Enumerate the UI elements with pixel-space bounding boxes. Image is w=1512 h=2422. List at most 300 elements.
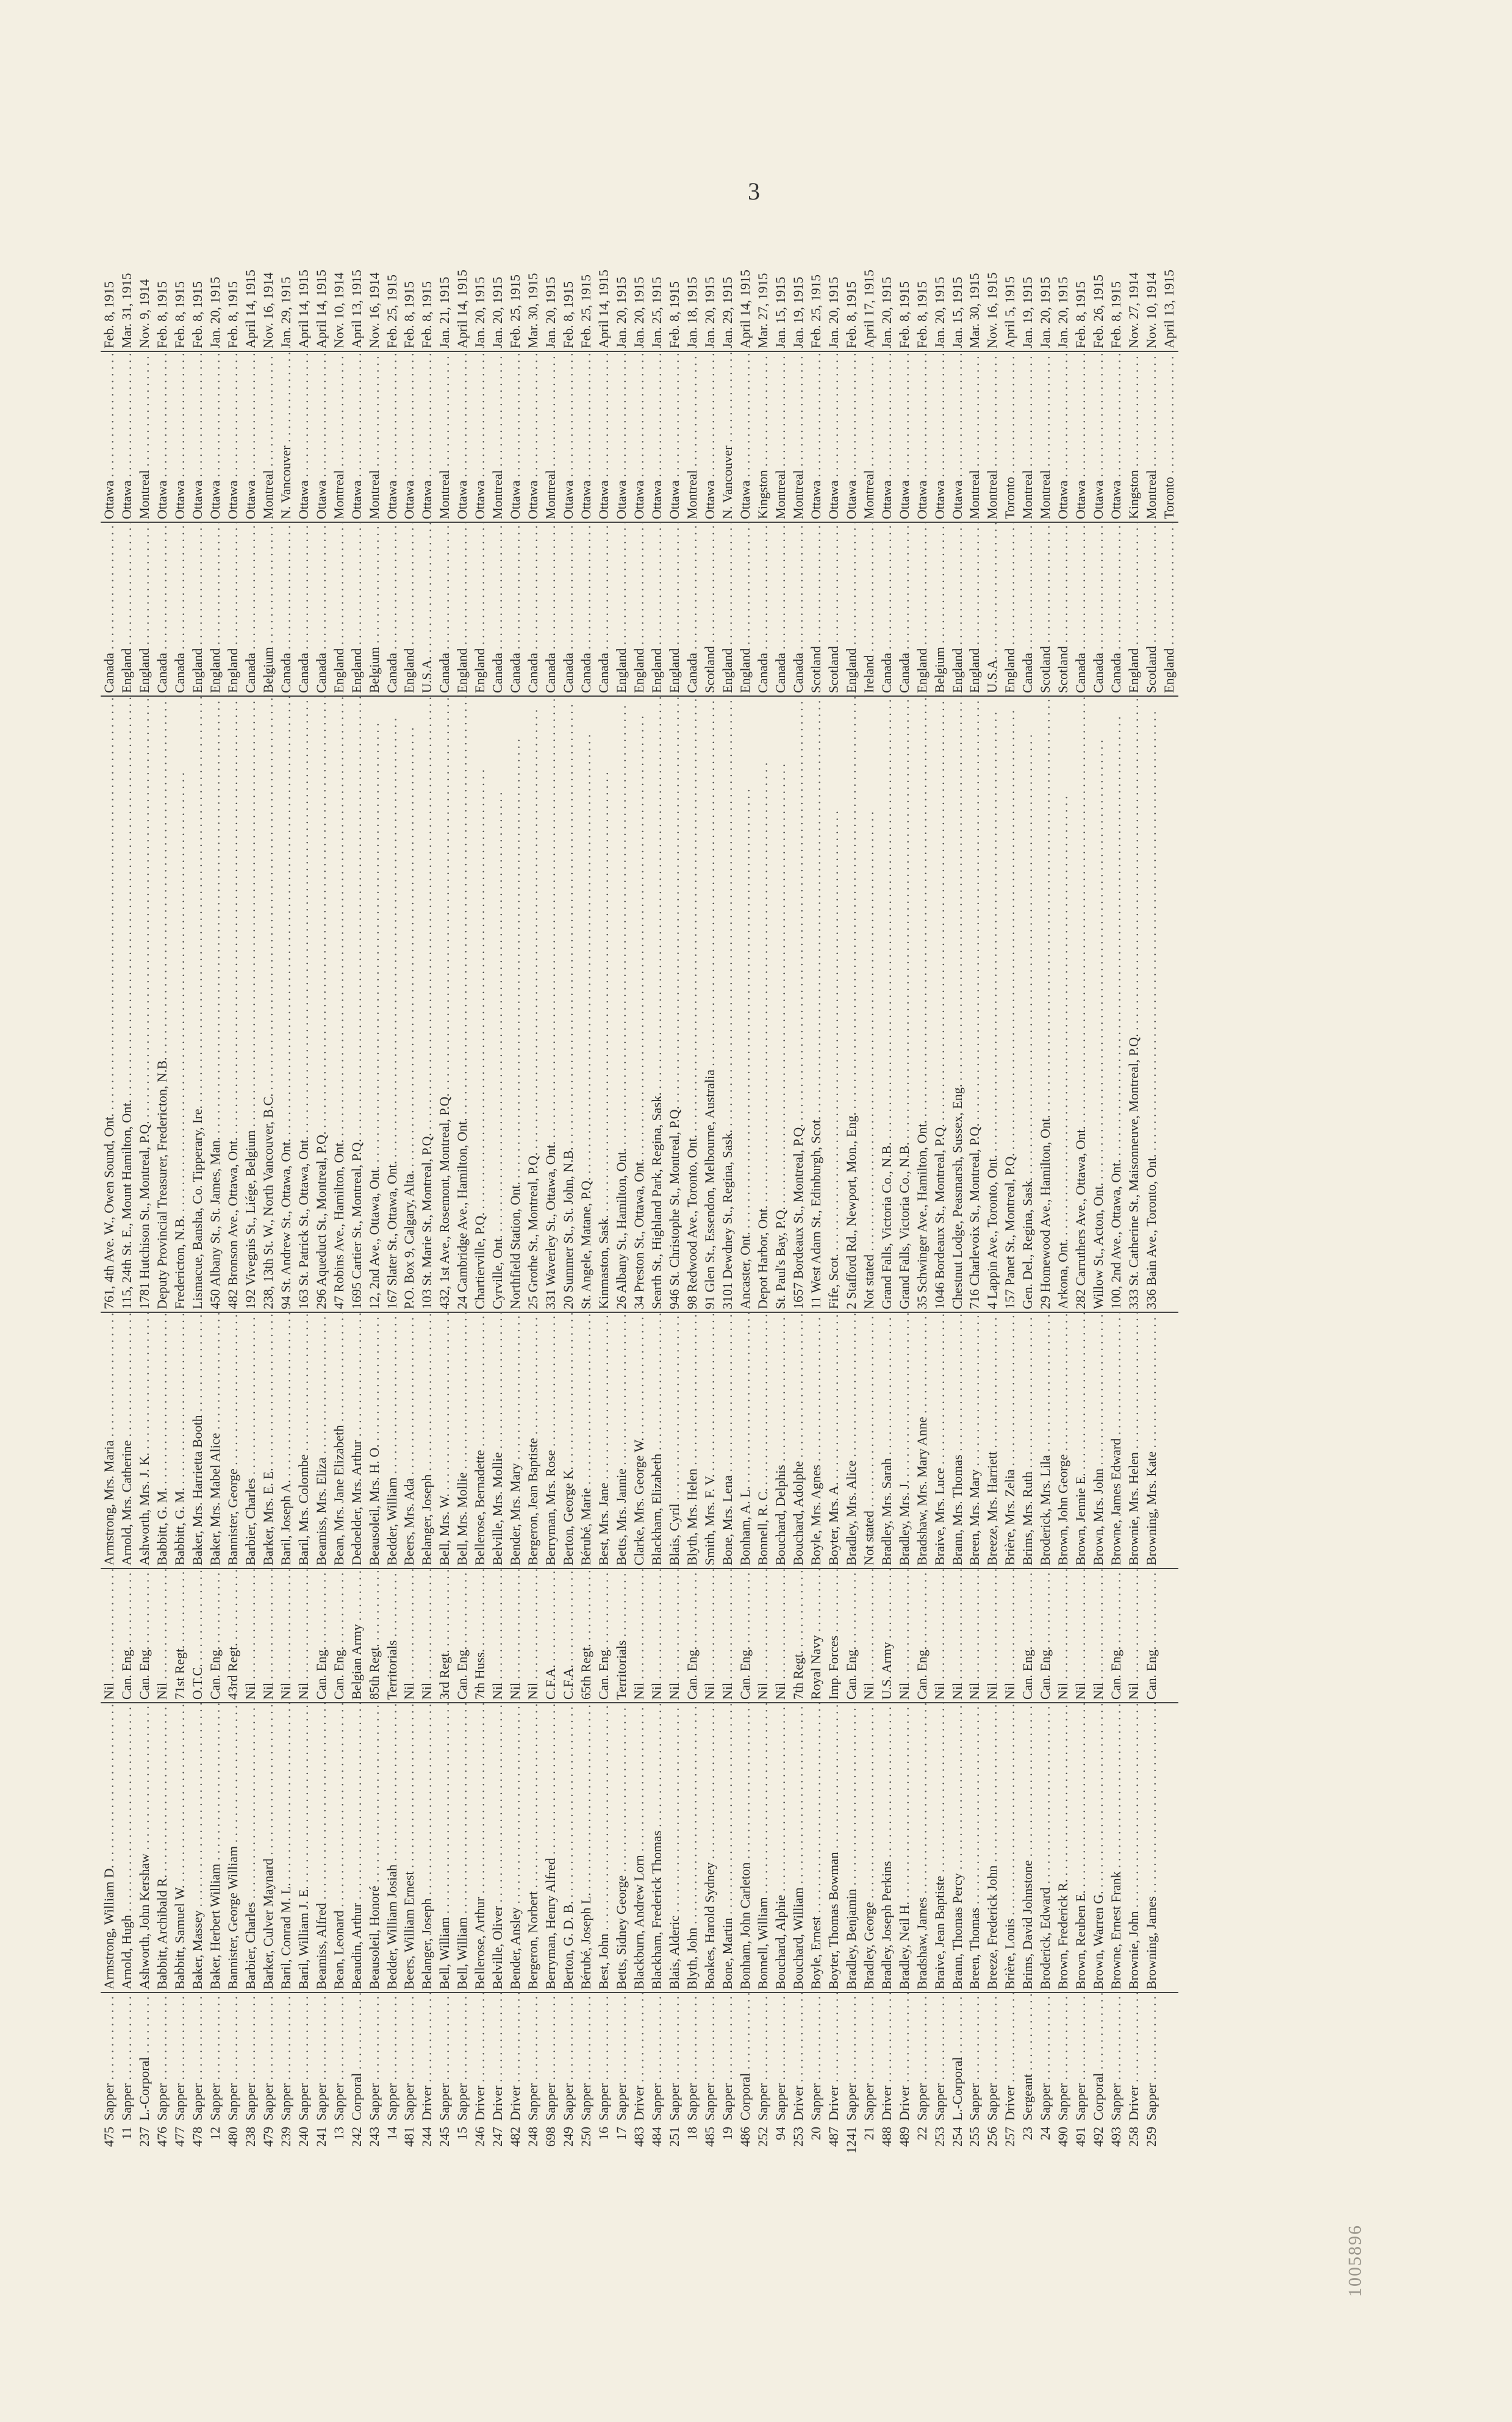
place-of-enlistment: N. Vancouver . . . xyxy=(720,351,735,519)
rank: Corporal . . . xyxy=(737,1993,753,2121)
next-of-kin-cell xyxy=(595,1312,613,1569)
country-of-birth: England . . . xyxy=(137,522,152,693)
next-of-kin: Babbitt, G. M. . . . xyxy=(154,1312,170,1565)
country-of-birth: Scotland . . . xyxy=(1144,522,1159,693)
next-of-kin: Bonham, A. L. . . . xyxy=(737,1312,753,1565)
rank: Sapper . . . xyxy=(401,1993,417,2121)
table-row xyxy=(648,199,666,2178)
soldier-name-cell xyxy=(914,1703,931,1993)
soldier-name: Brière, Louis . . . xyxy=(1002,1703,1017,1989)
place-of-enlistment: N. Vancouver . . . xyxy=(278,351,293,519)
regimental-number: 259 xyxy=(1144,2127,1159,2147)
enlistment-date-cell xyxy=(171,199,189,351)
next-of-kin-address-cell xyxy=(861,696,878,1312)
country-of-birth-cell xyxy=(154,522,171,696)
country-of-birth-cell xyxy=(384,522,401,696)
previous-corps-cell xyxy=(790,1569,808,1703)
enlistment-date-cell xyxy=(719,199,737,351)
regimental-number-cell xyxy=(1108,2123,1125,2178)
next-of-kin-address: 24 Cambridge Ave., Hamilton, Ont. . . . xyxy=(454,696,470,1309)
next-of-kin-address-cell xyxy=(1125,696,1143,1312)
soldier-name-cell xyxy=(719,1703,737,1993)
regimental-number: 14 xyxy=(384,2127,399,2140)
next-of-kin-cell xyxy=(313,1312,331,1569)
rank: Corporal . . . xyxy=(1091,1993,1106,2121)
table-row xyxy=(861,199,878,2178)
regimental-number-cell xyxy=(613,2123,631,2178)
rank-cell xyxy=(790,1993,808,2123)
regimental-number: 94 xyxy=(772,2127,788,2140)
next-of-kin-address: 29 Homewood Ave., Hamilton, Ont. . . . xyxy=(1037,696,1053,1309)
place-of-enlistment-cell xyxy=(454,351,471,522)
next-of-kin-address-cell xyxy=(701,696,719,1312)
place-of-enlistment: Ottawa . . . xyxy=(950,351,965,519)
place-of-enlistment-cell xyxy=(436,351,454,522)
country-of-birth: England . . . xyxy=(207,522,223,693)
enlistment-date: Feb. 8, 1915 xyxy=(561,281,576,348)
enlistment-date: Feb. 25, 1915 xyxy=(384,275,399,348)
enlistment-date: Mar. 31, 1915 xyxy=(118,273,134,348)
soldier-name-cell xyxy=(154,1703,171,1993)
previous-corps: Can. Eng. . . . xyxy=(454,1569,470,1700)
next-of-kin-address-cell xyxy=(542,696,560,1312)
soldier-name-cell xyxy=(101,1703,118,1993)
previous-corps-cell xyxy=(896,1569,914,1703)
next-of-kin-address: Depot Harbor, Ont. . . . xyxy=(755,763,770,1309)
regimental-number-cell xyxy=(507,2123,525,2178)
place-of-enlistment-cell xyxy=(931,351,949,522)
next-of-kin-cell xyxy=(366,1312,384,1569)
place-of-enlistment: Toronto . . . xyxy=(1161,351,1177,519)
country-of-birth: England . . . xyxy=(720,522,735,693)
table-row xyxy=(542,199,560,2178)
rank-cell xyxy=(843,1993,861,2123)
previous-corps: Can. Eng. . . . xyxy=(1144,1569,1159,1700)
table-row xyxy=(1019,199,1037,2178)
place-of-enlistment: Ottawa . . . xyxy=(454,351,470,519)
country-of-birth-cell xyxy=(896,522,914,696)
enlistment-date: Jan. 15, 1915 xyxy=(949,276,965,348)
next-of-kin-address-cell xyxy=(966,696,984,1312)
next-of-kin-cell xyxy=(966,1312,984,1569)
next-of-kin-address-cell xyxy=(242,696,260,1312)
soldier-name-cell xyxy=(1072,1703,1090,1993)
place-of-enlistment: Ottawa . . . xyxy=(667,351,682,519)
soldier-name: Boakes, Harold Sydney . . . xyxy=(702,1703,717,1989)
soldier-name-cell xyxy=(949,1703,967,1993)
regimental-number-cell xyxy=(578,2123,595,2178)
soldier-name-cell xyxy=(525,1703,542,1993)
place-of-enlistment: Montreal . . . xyxy=(1037,351,1053,519)
previous-corps: Can. Eng. . . . xyxy=(207,1569,223,1700)
next-of-kin-address: Searth St., Highland Park, Regina, Sask. . . . xyxy=(649,696,664,1309)
enlistment-date-cell xyxy=(1143,199,1161,351)
enlistment-date-cell xyxy=(489,199,507,351)
table-row xyxy=(719,199,737,2178)
table-row xyxy=(313,199,331,2178)
next-of-kin-address: Chestnut Lodge, Peasmarsh, Sussex, Eng. . . . xyxy=(950,696,965,1309)
place-of-enlistment: Ottawa . . . xyxy=(649,351,664,519)
next-of-kin-address-cell xyxy=(737,696,754,1312)
next-of-kin-address-cell xyxy=(471,696,489,1312)
rank-cell xyxy=(1037,1993,1055,2123)
place-of-enlistment-cell xyxy=(489,351,507,522)
regimental-number: 489 xyxy=(896,2127,912,2147)
regimental-number: 475 xyxy=(101,2127,116,2147)
previous-corps: Nil . . . xyxy=(243,1569,258,1700)
next-of-kin-address-cell xyxy=(384,696,401,1312)
next-of-kin: Barker, Mrs. E. E. . . . xyxy=(260,1312,276,1565)
rank-cell xyxy=(1143,1993,1161,2123)
regimental-number: 487 xyxy=(825,2127,841,2147)
soldier-name: Beaudin, Arthur . . . xyxy=(349,1703,364,1989)
next-of-kin-cell xyxy=(1125,1312,1143,1569)
previous-corps: 7th Regt. . . . xyxy=(790,1569,806,1700)
previous-corps-cell xyxy=(118,1569,136,1703)
previous-corps: Belgian Army . . . xyxy=(349,1569,364,1700)
next-of-kin: Bender, Mrs. Mary . . . xyxy=(507,1312,523,1565)
soldier-name: Bouchard, Alphie . . . xyxy=(773,1703,788,1989)
previous-corps-cell xyxy=(1037,1569,1055,1703)
rank: Sapper . . . xyxy=(154,1993,170,2121)
regimental-number-cell xyxy=(1161,2123,1178,2178)
next-of-kin-address-cell xyxy=(1108,696,1125,1312)
rank: Driver . . . xyxy=(419,1993,434,2121)
next-of-kin-cell xyxy=(790,1312,808,1569)
regimental-number: 488 xyxy=(878,2127,894,2147)
next-of-kin-address-cell xyxy=(719,696,737,1312)
country-of-birth-cell xyxy=(984,522,1001,696)
rank-cell xyxy=(1055,1993,1072,2123)
next-of-kin-address: 100, 2nd Ave., Ottawa, Ont. . . . xyxy=(1108,716,1123,1309)
roster-list xyxy=(101,253,1293,2178)
next-of-kin-address-cell xyxy=(1090,696,1108,1312)
enlistment-date-cell xyxy=(348,199,366,351)
place-of-enlistment-cell xyxy=(542,351,560,522)
place-of-enlistment-cell xyxy=(701,351,719,522)
soldier-name: Baker, Massey . . . xyxy=(190,1703,205,1989)
rank: Sapper . . . xyxy=(684,1993,700,2121)
previous-corps-cell xyxy=(701,1569,719,1703)
regimental-number-cell xyxy=(224,2123,242,2178)
enlistment-date: Jan. 29, 1915 xyxy=(278,276,293,348)
soldier-name: Bedder, William Josiah . . . xyxy=(384,1703,399,1989)
enlistment-date: Jan. 15, 1915 xyxy=(772,276,788,348)
previous-corps-cell xyxy=(101,1569,118,1703)
enlistment-date: April 5, 1915 xyxy=(1002,276,1018,348)
previous-corps-cell xyxy=(931,1569,949,1703)
next-of-kin-address: Fife, Scot. . . . xyxy=(826,811,841,1309)
rank: Sapper . . . xyxy=(225,1993,240,2121)
soldier-name-cell xyxy=(825,1703,843,1993)
next-of-kin: Best, Mrs. Jane . . . xyxy=(596,1312,611,1565)
previous-corps-cell xyxy=(366,1569,384,1703)
next-of-kin-address: Fredericton, N.B. . . . xyxy=(172,772,187,1309)
country-of-birth: Ireland . . . xyxy=(861,522,876,693)
soldier-name: Baril, Conrad M. L. . . . xyxy=(278,1703,293,1989)
table-row xyxy=(507,199,525,2178)
previous-corps: Nil . . . xyxy=(1091,1569,1106,1700)
country-of-birth: England . . . xyxy=(844,522,859,693)
next-of-kin-cell xyxy=(666,1312,684,1569)
next-of-kin-address: 1781 Hutchison St., Montreal, P.Q. . . . xyxy=(137,696,152,1309)
rank: Sapper . . . xyxy=(614,1993,629,2121)
enlistment-date-cell xyxy=(560,199,578,351)
place-of-enlistment-cell xyxy=(1019,351,1037,522)
next-of-kin-address: Gen. Del., Regina, Sask. . . . xyxy=(1020,735,1035,1309)
next-of-kin-address: Grand Falls, Victoria Co., N.B. . . . xyxy=(879,699,894,1309)
previous-corps: Nil . . . xyxy=(507,1569,523,1700)
regimental-number-cell xyxy=(366,2123,384,2178)
regimental-number: 11 xyxy=(118,2127,134,2140)
place-of-enlistment: Montreal . . . xyxy=(367,351,382,519)
next-of-kin-cell xyxy=(896,1312,914,1569)
next-of-kin-address-cell xyxy=(1072,696,1090,1312)
enlistment-date: Jan. 20, 1915 xyxy=(1037,276,1053,348)
country-of-birth: Canada . . . xyxy=(879,522,894,693)
table-row xyxy=(754,199,772,2178)
country-of-birth: Canada . . . xyxy=(490,522,505,693)
soldier-name-cell xyxy=(684,1703,701,1993)
rank-cell xyxy=(825,1993,843,2123)
next-of-kin-cell xyxy=(1108,1312,1125,1569)
rank-cell xyxy=(331,1993,348,2123)
soldier-name: Baker, Herbert William . . . xyxy=(207,1703,223,1989)
next-of-kin-cell xyxy=(1055,1312,1072,1569)
place-of-enlistment: Ottawa . . . xyxy=(207,351,223,519)
country-of-birth-cell xyxy=(613,522,631,696)
next-of-kin: Brown, Jennie E. . . . xyxy=(1073,1312,1088,1565)
next-of-kin-address-cell xyxy=(878,696,896,1312)
enlistment-date-cell xyxy=(701,199,719,351)
soldier-name-cell xyxy=(1037,1703,1055,1993)
rank-cell xyxy=(489,1993,507,2123)
enlistment-date-cell xyxy=(313,199,331,351)
next-of-kin-address-cell xyxy=(984,696,1001,1312)
place-of-enlistment: Ottawa . . . xyxy=(1108,351,1123,519)
rank: Sapper . . . xyxy=(967,1993,982,2121)
enlistment-date: April 14, 1915 xyxy=(242,270,258,348)
enlistment-date-cell xyxy=(631,199,648,351)
table-row xyxy=(118,199,136,2178)
next-of-kin: Clarke, Mrs. George W. . . . xyxy=(631,1312,647,1565)
rank: Sergeant . . . xyxy=(1020,1993,1035,2121)
enlistment-date: Jan. 20, 1915 xyxy=(207,276,223,348)
country-of-birth-cell xyxy=(1037,522,1055,696)
regimental-number-cell xyxy=(154,2123,171,2178)
next-of-kin: Boyter, Mrs. A. . . . xyxy=(826,1312,841,1565)
country-of-birth: Canada . . . xyxy=(154,522,170,693)
country-of-birth: Canada . . . xyxy=(684,522,700,693)
country-of-birth: Belgium . . . xyxy=(932,522,947,693)
rank-cell xyxy=(401,1993,418,2123)
regimental-number: 21 xyxy=(861,2127,876,2140)
rank: Driver . . . xyxy=(631,1993,647,2121)
place-of-enlistment-cell xyxy=(666,351,684,522)
soldier-name-cell xyxy=(560,1703,578,1993)
previous-corps: C.F.A. . . . xyxy=(561,1569,576,1700)
next-of-kin-cell xyxy=(1143,1312,1161,1569)
country-of-birth: U.S.A. . . . xyxy=(419,522,434,693)
enlistment-date-cell xyxy=(454,199,471,351)
enlistment-date: Feb. 8, 1915 xyxy=(154,281,170,348)
country-of-birth: Canada . . . xyxy=(384,522,399,693)
table-row xyxy=(471,199,489,2178)
soldier-name-cell xyxy=(401,1703,418,1993)
previous-corps-cell xyxy=(401,1569,418,1703)
country-of-birth: Canada . . . xyxy=(172,522,187,693)
next-of-kin: Beausoleil, Mrs. H. O. . . . xyxy=(367,1312,382,1565)
previous-corps: Nil . . . xyxy=(260,1569,276,1700)
next-of-kin-cell xyxy=(808,1312,825,1569)
soldier-name-cell xyxy=(808,1703,825,1993)
next-of-kin-cell xyxy=(384,1312,401,1569)
next-of-kin-address-cell xyxy=(295,696,313,1312)
soldier-name-cell xyxy=(331,1703,348,1993)
previous-corps: Nil . . . xyxy=(1055,1569,1070,1700)
enlistment-date-cell xyxy=(737,199,754,351)
next-of-kin-address: 34 Preston St., Ottawa, Ont. . . . xyxy=(631,716,647,1309)
previous-corps: Can. Eng. . . . xyxy=(737,1569,753,1700)
country-of-birth: England . . . xyxy=(667,522,682,693)
country-of-birth-cell xyxy=(101,522,118,696)
regimental-number: 490 xyxy=(1055,2127,1071,2147)
rank-cell xyxy=(613,1993,631,2123)
next-of-kin-cell xyxy=(436,1312,454,1569)
next-of-kin-cell xyxy=(542,1312,560,1569)
rank-cell xyxy=(595,1993,613,2123)
country-of-birth-cell xyxy=(278,522,295,696)
regimental-number-cell xyxy=(878,2123,896,2178)
next-of-kin-cell xyxy=(631,1312,648,1569)
table-row xyxy=(914,199,931,2178)
country-of-birth-cell xyxy=(631,522,648,696)
regimental-number-cell xyxy=(331,2123,348,2178)
next-of-kin-cell xyxy=(754,1312,772,1569)
regimental-number: 18 xyxy=(684,2127,700,2140)
place-of-enlistment: Montreal . . . xyxy=(260,351,276,519)
country-of-birth: Canada . . . xyxy=(314,522,329,693)
next-of-kin-cell xyxy=(1161,1312,1178,1569)
country-of-birth-cell xyxy=(118,522,136,696)
previous-corps-cell xyxy=(772,1569,790,1703)
soldier-name: Berton, G. D. B. . . . xyxy=(561,1703,576,1989)
place-of-enlistment-cell xyxy=(966,351,984,522)
country-of-birth-cell xyxy=(471,522,489,696)
regimental-number-cell xyxy=(966,2123,984,2178)
country-of-birth: U.S.A. . . . xyxy=(984,522,1000,693)
rank: Driver . . . xyxy=(490,1993,505,2121)
next-of-kin-cell xyxy=(489,1312,507,1569)
place-of-enlistment-cell xyxy=(896,351,914,522)
next-of-kin-address-cell xyxy=(666,696,684,1312)
previous-corps: 43rd Regt. . . . xyxy=(225,1569,240,1700)
soldier-name-cell xyxy=(631,1703,648,1993)
regimental-number: 245 xyxy=(437,2127,453,2147)
previous-corps: Can. Eng. . . . xyxy=(1037,1569,1053,1700)
place-of-enlistment: Ottawa . . . xyxy=(172,351,187,519)
soldier-name: Brown, Frederick R. . . . xyxy=(1055,1703,1070,1989)
table-row xyxy=(278,199,295,2178)
soldier-name-cell xyxy=(966,1703,984,1993)
previous-corps: Can. Eng. . . . xyxy=(137,1569,152,1700)
previous-corps: Can. Eng. . . . xyxy=(1108,1569,1123,1700)
place-of-enlistment-cell xyxy=(631,351,648,522)
next-of-kin-address: 26 Albany St., Hamilton, Ont. . . . xyxy=(614,705,629,1309)
enlistment-date-cell xyxy=(1055,199,1072,351)
country-of-birth: Canada . . . xyxy=(1073,522,1088,693)
place-of-enlistment: Ottawa . . . xyxy=(1073,351,1088,519)
place-of-enlistment-cell xyxy=(843,351,861,522)
next-of-kin-address-cell xyxy=(772,696,790,1312)
next-of-kin-cell xyxy=(224,1312,242,1569)
rank: Driver . . . xyxy=(790,1993,806,2121)
next-of-kin-address: St. Angele, Matane, P.Q. . . . xyxy=(578,735,593,1309)
roster-body xyxy=(101,199,1178,2178)
country-of-birth-cell xyxy=(224,522,242,696)
place-of-enlistment: Ottawa . . . xyxy=(296,351,311,519)
previous-corps-cell xyxy=(224,1569,242,1703)
next-of-kin-cell xyxy=(984,1312,1001,1569)
enlistment-date: Jan. 25, 1915 xyxy=(649,276,665,348)
next-of-kin-address: Chartierville, P.Q. . . . xyxy=(472,769,487,1309)
next-of-kin-cell xyxy=(278,1312,295,1569)
previous-corps: U.S. Army . . . xyxy=(879,1569,894,1700)
place-of-enlistment: Montreal . . . xyxy=(790,351,806,519)
regimental-number-cell xyxy=(436,2123,454,2178)
next-of-kin: Barbier, Charles . . . xyxy=(243,1312,258,1565)
rank-cell xyxy=(418,1993,436,2123)
table-row xyxy=(1161,199,1178,2178)
table-row xyxy=(560,199,578,2178)
country-of-birth-cell xyxy=(1143,522,1161,696)
next-of-kin-cell xyxy=(136,1312,154,1569)
country-of-birth: England . . . xyxy=(914,522,930,693)
rank: L.-Corporal . . . xyxy=(950,1993,965,2121)
rank-cell xyxy=(118,1993,136,2123)
previous-corps-cell xyxy=(914,1569,931,1703)
previous-corps-cell xyxy=(207,1569,224,1703)
country-of-birth: Scotland . . . xyxy=(808,522,823,693)
next-of-kin-address: Northfield Station, Ont. . . . xyxy=(507,739,523,1309)
enlistment-date: Feb. 8, 1915 xyxy=(1108,281,1124,348)
next-of-kin: Baker, Mrs. Harrietta Booth . . . xyxy=(190,1312,205,1565)
enlistment-date: Jan. 19, 1915 xyxy=(790,276,806,348)
enlistment-date: Mar. 30, 1915 xyxy=(525,273,541,348)
regimental-number-cell xyxy=(754,2123,772,2178)
next-of-kin-address: 94 St. Andrew St., Ottawa, Ont. . . . xyxy=(278,696,293,1309)
previous-corps: Can. Eng. . . . xyxy=(314,1569,329,1700)
rank-cell xyxy=(560,1993,578,2123)
country-of-birth-cell xyxy=(189,522,207,696)
regimental-number: 249 xyxy=(561,2127,576,2147)
regimental-number-cell xyxy=(896,2123,914,2178)
enlistment-date: Mar. 27, 1915 xyxy=(754,273,770,348)
soldier-name: Bell, William . . . xyxy=(454,1703,470,1989)
rank: Sapper . . . xyxy=(984,1993,1000,2121)
country-of-birth-cell xyxy=(1108,522,1125,696)
place-of-enlistment: Ottawa . . . xyxy=(897,351,912,519)
rank-cell xyxy=(189,1993,207,2123)
next-of-kin-cell xyxy=(861,1312,878,1569)
place-of-enlistment-cell xyxy=(684,351,701,522)
regimental-number-cell xyxy=(295,2123,313,2178)
rank-cell xyxy=(295,1993,313,2123)
soldier-name-cell xyxy=(471,1703,489,1993)
previous-corps-cell xyxy=(260,1569,278,1703)
enlistment-date: Jan. 20, 1915 xyxy=(931,276,947,348)
regimental-number: 253 xyxy=(790,2127,806,2147)
